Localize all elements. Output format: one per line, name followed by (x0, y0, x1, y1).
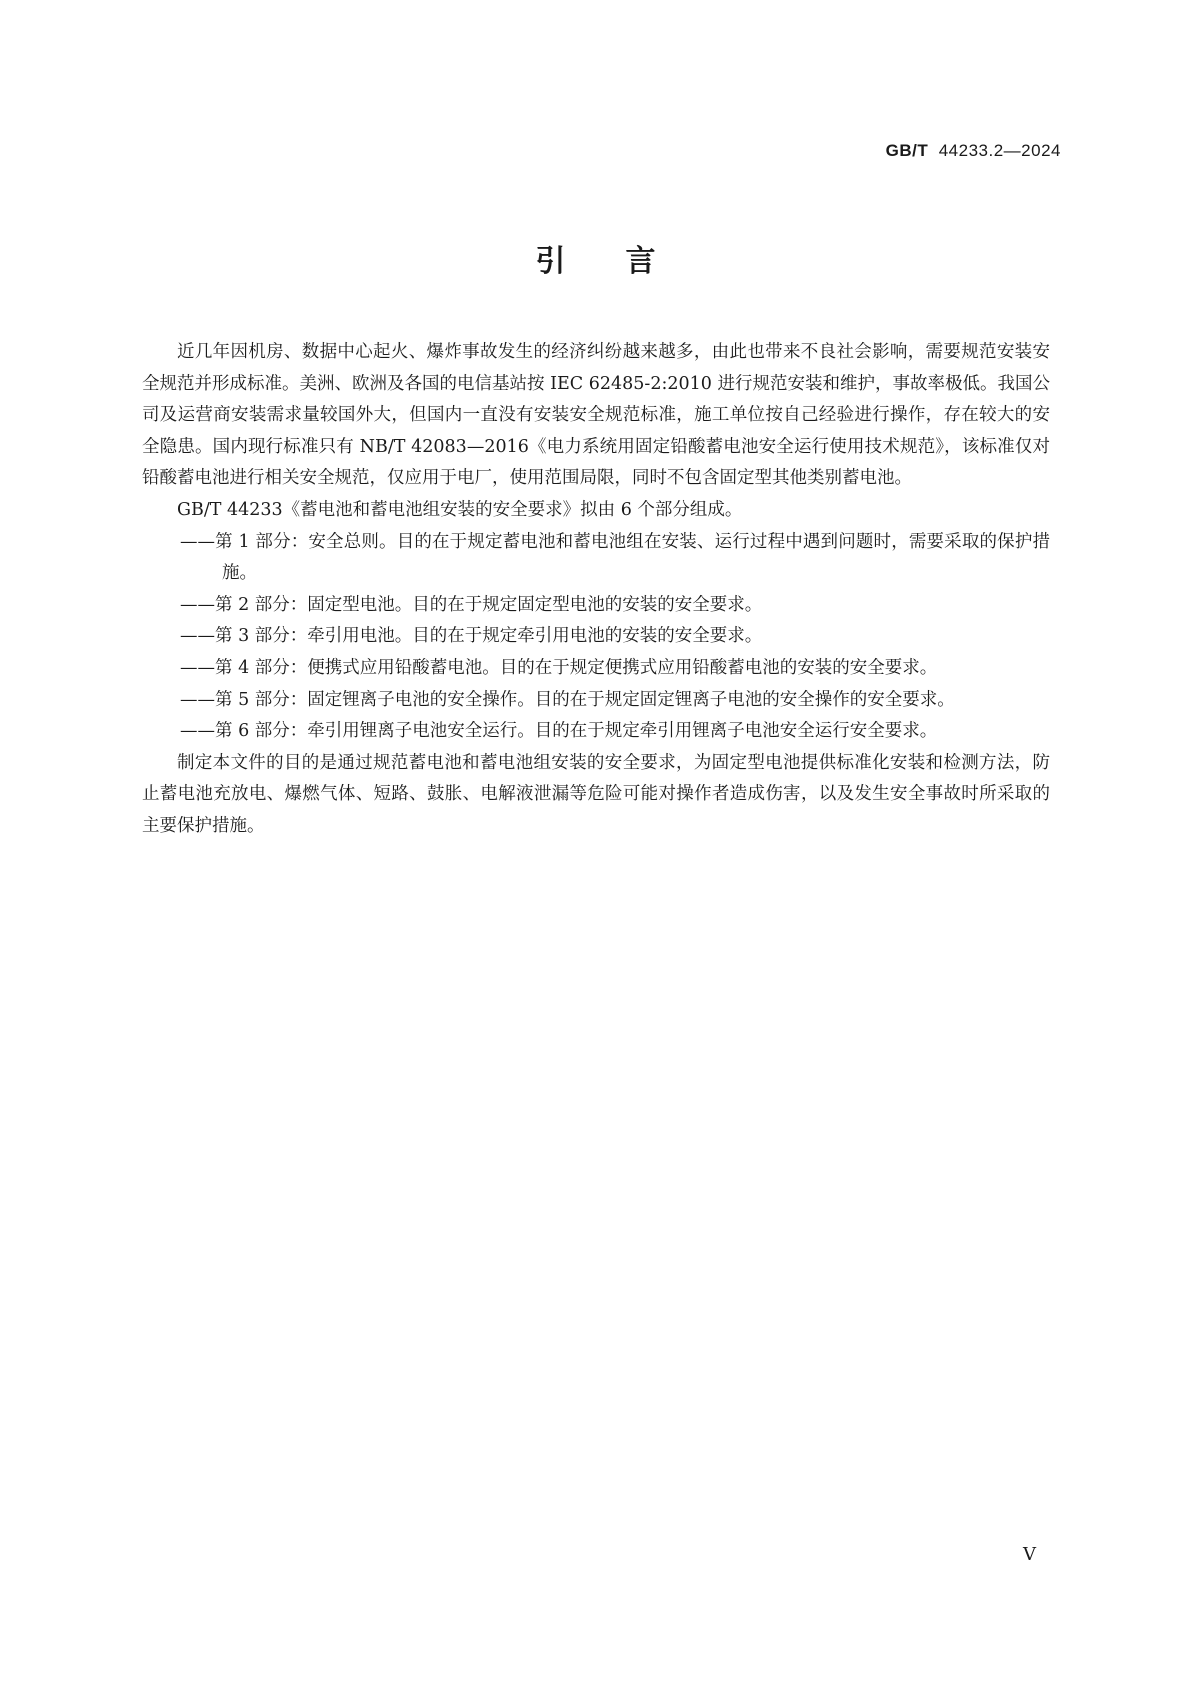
page-title (0, 242, 1191, 282)
part-list-item-1: ——第 1 部分：安全总则。目的在于规定蓄电池和蓄电池组在安装、运行过程中遇到问题时，需要采取的保护措施。 (180, 531, 1050, 584)
standard-code-number: 44233.2—2024 (938, 141, 1061, 160)
part-list-item-3: ——第 3 部分：牵引用电池。目的在于规定牵引用电池的安装的安全要求。 (180, 626, 763, 647)
standard-code (886, 141, 1061, 161)
standard-code-prefix: GB/T (885, 141, 929, 160)
intro-paragraph-3: 制定本文件的目的是通过规范蓄电池和蓄电池组安装的安全要求，为固定型电池提供标准化安装和检测方法，防止蓄电池充放电、爆燃气体、短路、鼓胀、电解液泄漏等危险可能对操作者造成伤害，以及发生安全事故时所采取的主要保护措施。 (142, 752, 1050, 836)
intro-paragraph-1: 近几年因机房、数据中心起火、爆炸事故发生的经济纠纷越来越多，由此也带来不良社会影响，需要规范安装安全规范并形成标准。美洲、欧洲及各国的电信基站按 IEC 62485-2:2010 进行规范安装和维护，事故率极低。我国公司及运营商安装需求量较国外大，但国内一直没有安装安全规范标准，施工单位按自己经验进行操作，存在较大的安全隐患。国内现行标准只有 NB/T 42083—2016《电力系统用固定铅酸蓄电池安全运行使用技术规范》，该标准仅对铅酸蓄电池进行相关安全规范，仅应用于电厂，使用范围局限，同时不包含固定型其他类别蓄电池。 (142, 342, 1050, 489)
intro-paragraph-2: GB/T 44233《蓄电池和蓄电池组安装的安全要求》拟由 6 个部分组成。 (177, 499, 743, 520)
page-title-char-2: 言 (625, 244, 656, 279)
page-title-char-1: 引 (535, 244, 566, 279)
introduction-body (142, 337, 1050, 843)
part-list-item-6: ——第 6 部分：牵引用锂离子电池安全运行。目的在于规定牵引用锂离子电池安全运行安全要求。 (180, 721, 938, 742)
page-number: V (1023, 1544, 1036, 1565)
part-list-item-2: ——第 2 部分：固定型电池。目的在于规定固定型电池的安装的安全要求。 (180, 594, 763, 615)
part-list-item-4: ——第 4 部分：便携式应用铅酸蓄电池。目的在于规定便携式应用铅酸蓄电池的安装的安全要求。 (180, 657, 938, 678)
part-list-item-5: ——第 5 部分：固定锂离子电池的安全操作。目的在于规定固定锂离子电池的安全操作的安全要求。 (180, 689, 955, 710)
